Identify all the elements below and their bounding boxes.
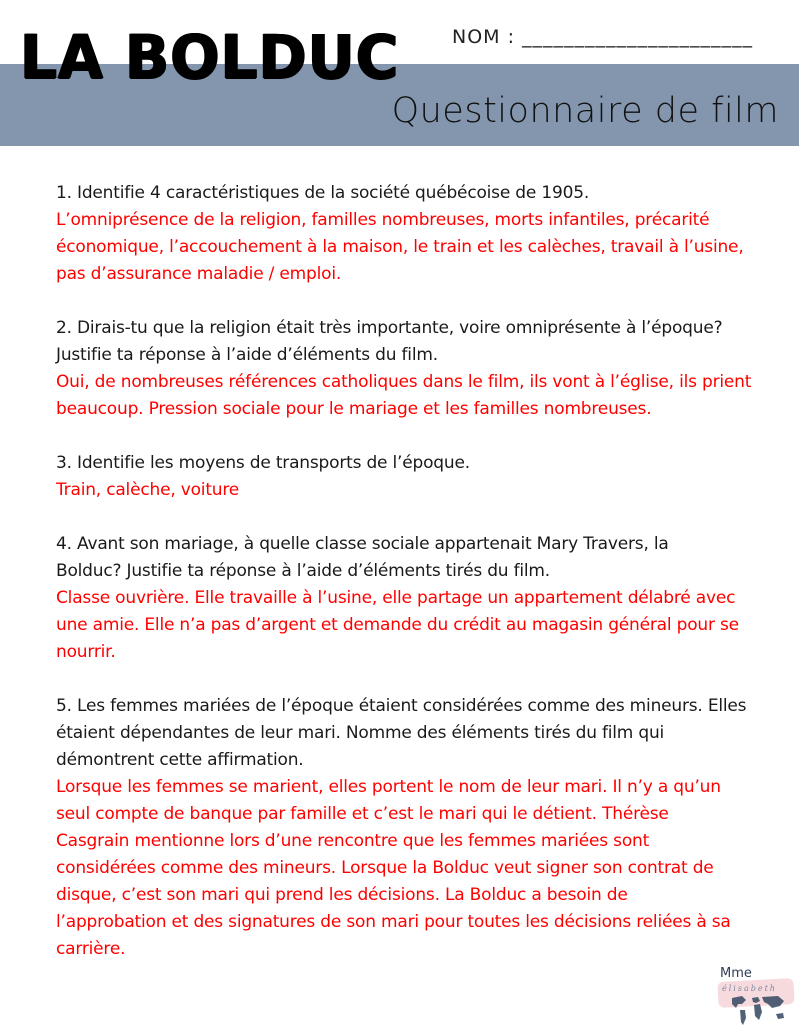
logo-text: Mme — [720, 966, 752, 981]
question-text: 2. Dirais-tu que la religion était très importante, voire omniprésente à l’époque? — [56, 318, 723, 338]
question-block — [56, 531, 766, 666]
answer-text: pas d’assurance maladie / emploi. — [56, 264, 342, 284]
answer-text: l’approbation et des signatures de son mari pour toutes les décisions reliées à sa — [56, 912, 731, 932]
question-text: étaient dépendantes de leur mari. Nomme des éléments tirés du film qui — [56, 723, 665, 743]
answer-text: Train, calèche, voiture — [56, 480, 240, 500]
question-text: Bolduc? Justifie ta réponse à l’aide d’éléments tirés du film. — [56, 561, 550, 581]
question-text: 4. Avant son mariage, à quelle classe sociale appartenait Mary Travers, la — [56, 534, 669, 554]
question-text: 5. Les femmes mariées de l’époque étaient considérées comme des mineurs. Elles — [56, 696, 747, 716]
page-subtitle: Questionnaire de film — [391, 91, 779, 131]
question-text: 3. Identifie les moyens de transports de l’époque. — [56, 453, 470, 473]
answer-text: Lorsque les femmes se marient, elles portent le nom de leur mari. Il n’y a qu’un — [56, 777, 721, 797]
world-map-icon — [726, 992, 790, 1028]
answer-text: L’omniprésence de la religion, familles nombreuses, morts infantiles, précarité — [56, 210, 710, 230]
question-block — [56, 180, 766, 288]
question-text: démontrent cette affirmation. — [56, 750, 304, 770]
answer-text: seul compte de banque par famille et c’est le mari qui le détient. Thérèse — [56, 804, 669, 824]
answer-text: considérées comme des mineurs. Lorsque la Bolduc veut signer son contrat de — [56, 858, 714, 878]
question-text: Justifie ta réponse à l’aide d’éléments du film. — [56, 345, 438, 365]
questionnaire — [56, 180, 766, 990]
answer-text: beaucoup. Pression sociale pour le mariage et les familles nombreuses. — [56, 399, 652, 419]
answer-text: disque, c’est son mari qui prend les décisions. La Bolduc a besoin de — [56, 885, 628, 905]
logo-script-text: élisabeth — [722, 984, 777, 993]
answer-text: carrière. — [56, 939, 126, 959]
answer-text: une amie. Elle n’a pas d’argent et demande du crédit au magasin général pour se — [56, 615, 739, 635]
question-block — [56, 450, 766, 504]
page-title: LA BOLDUC — [20, 21, 400, 93]
answer-text: nourrir. — [56, 642, 116, 662]
author-logo — [712, 962, 796, 1030]
answer-text: Oui, de nombreuses références catholiques dans le film, ils vont à l’église, ils prient — [56, 372, 752, 392]
question-block — [56, 315, 766, 423]
name-field-label: NOM : ______________________ — [452, 26, 754, 48]
answer-text: Casgrain mentionne lors d’une rencontre que les femmes mariées sont — [56, 831, 650, 851]
answer-text: Classe ouvrière. Elle travaille à l’usine, elle partage un appartement délabré avec — [56, 588, 736, 608]
question-block — [56, 693, 766, 963]
question-text: 1. Identifie 4 caractéristiques de la société québécoise de 1905. — [56, 183, 590, 203]
answer-text: économique, l’accouchement à la maison, le train et les calèches, travail à l’usine, — [56, 237, 744, 257]
